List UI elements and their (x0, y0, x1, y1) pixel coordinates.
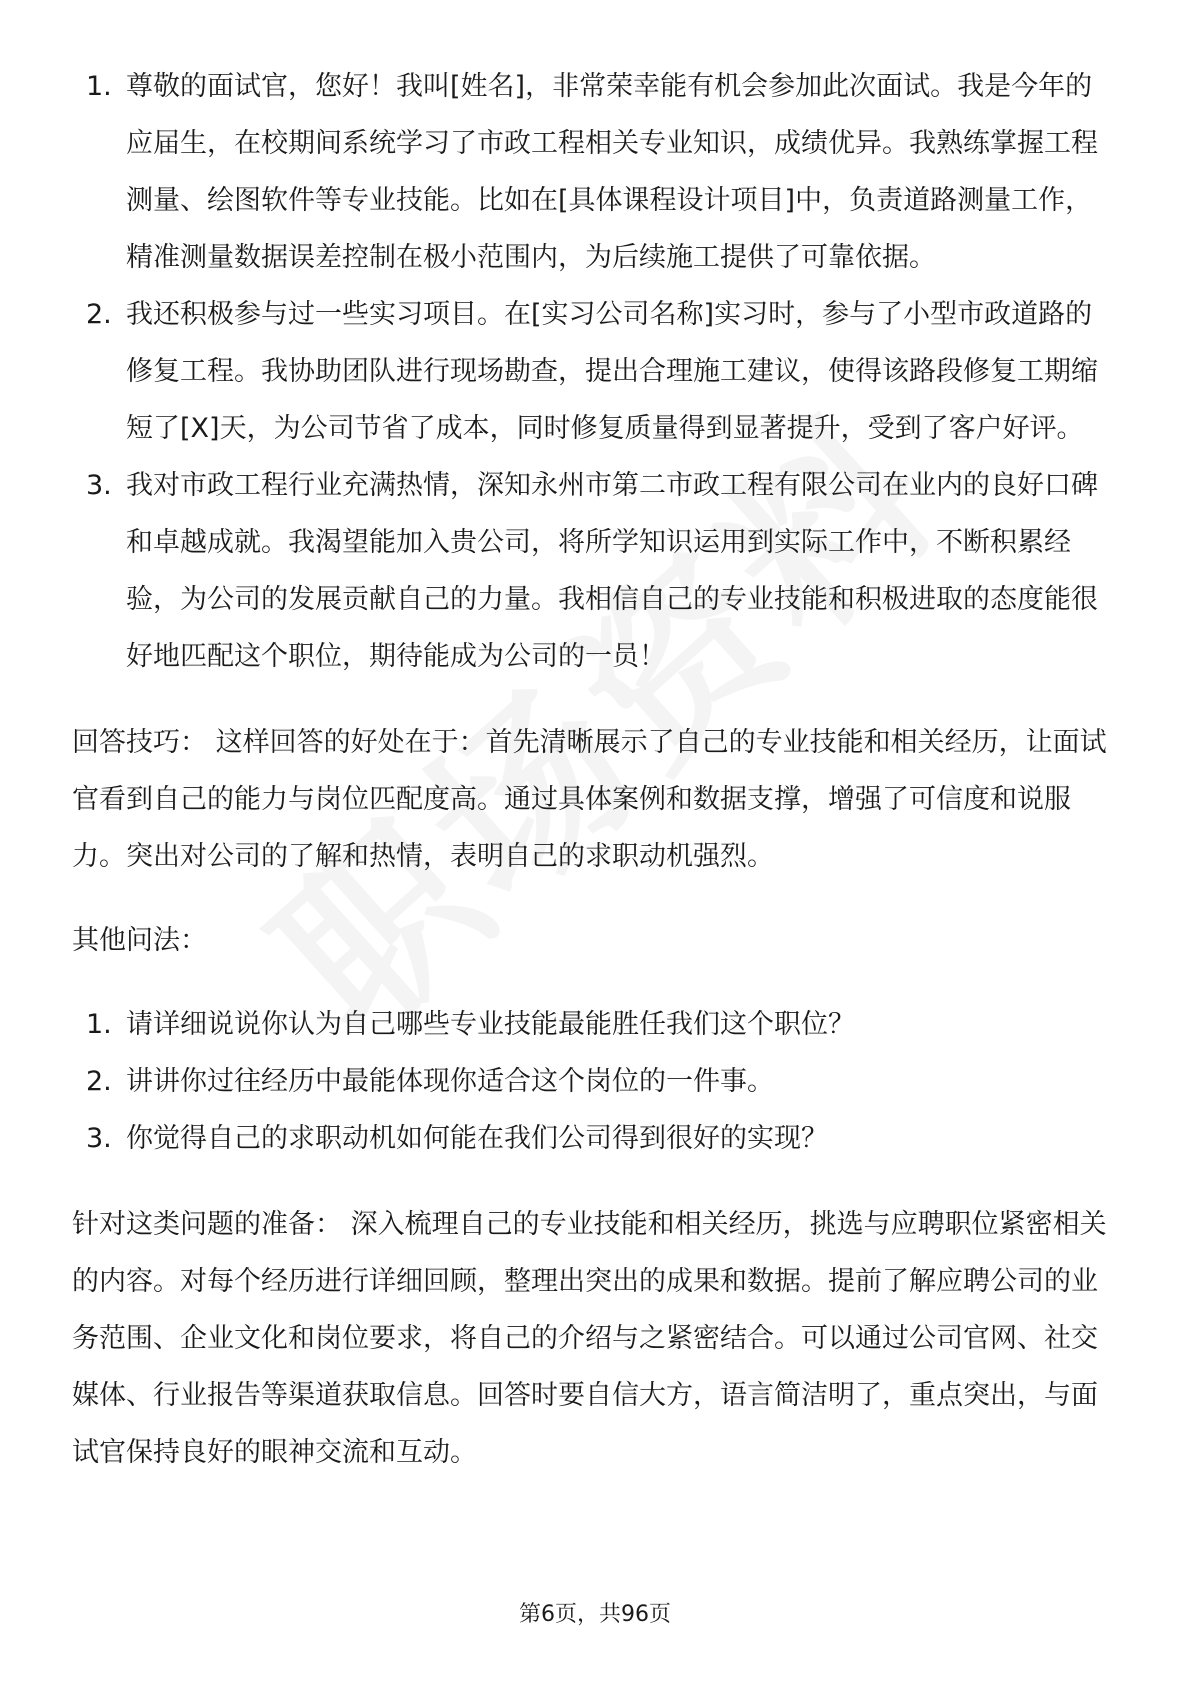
other-questions-heading: 其他问法： (72, 925, 207, 956)
other-questions-list (72, 996, 1118, 1167)
document-body (72, 58, 1118, 1481)
prep-text: 深入梳理自己的专业技能和相关经历，挑选与应聘职位紧密相关的内容。对每个经历进行详细回顾，整理出突出的成果和数据。提前了解应聘公司的业务范围、企业文化和岗位要求，将自己的介绍与之紧密结合。可以通过公司官网、社交媒体、行业报告等渠道获取信息。回答时要自信大方，语言简洁明了，重点突出，与面试官保持良好的眼神交流和互动。 (72, 1209, 1107, 1468)
page-footer: 第6页，共96页 (519, 1602, 671, 1627)
tips-paragraph (72, 714, 1118, 885)
list-number: 3. (86, 470, 112, 501)
list-item-text: 请详细说说你认为自己哪些专业技能最能胜任我们这个职位？ (126, 1009, 855, 1040)
answer-list (72, 58, 1118, 685)
spacer (72, 1167, 1118, 1196)
list-number: 3. (86, 1123, 112, 1154)
spacer (72, 685, 1118, 714)
list-number: 2. (86, 1066, 112, 1097)
list-number: 1. (86, 1009, 112, 1040)
tips-text: 这样回答的好处在于：首先清晰展示了自己的专业技能和相关经历，让面试官看到自己的能力与岗位匹配度高。通过具体案例和数据支撑，增强了可信度和说服力。突出对公司的了解和热情，表明自己的求职动机强烈。 (72, 727, 1107, 872)
list-item (72, 996, 1118, 1053)
list-item (72, 1053, 1118, 1110)
list-item-text: 尊敬的面试官，您好！我叫[姓名]，非常荣幸能有机会参加此次面试。我是今年的应届生，在校期间系统学习了市政工程相关专业知识，成绩优异。我熟练掌握工程测量、绘图软件等专业技能。比如在[具体课程设计项目]中，负责道路测量工作，精准测量数据误差控制在极小范围内，为后续施工提供了可靠依据。 (126, 71, 1098, 273)
list-number: 1. (86, 71, 112, 102)
list-item (72, 286, 1118, 457)
list-item-text: 我对市政工程行业充满热情，深知永州市第二市政工程有限公司在业内的良好口碑和卓越成就。我渴望能加入贵公司，将所学知识运用到实际工作中，不断积累经验，为公司的发展贡献自己的力量。我相信自己的专业技能和积极进取的态度能很好地匹配这个职位，期待能成为公司的一员！ (126, 470, 1098, 672)
list-item-text: 讲讲你过往经历中最能体现你适合这个岗位的一件事。 (126, 1066, 774, 1097)
list-item-text: 你觉得自己的求职动机如何能在我们公司得到很好的实现？ (126, 1123, 828, 1154)
spacer (72, 969, 1118, 996)
preparation-paragraph (72, 1196, 1118, 1481)
list-item (72, 1110, 1118, 1167)
spacer (72, 885, 1118, 912)
list-item-text: 我还积极参与过一些实习项目。在[实习公司名称]实习时，参与了小型市政道路的修复工程。我协助团队进行现场勘查，提出合理施工建议，使得该路段修复工期缩短了[X]天，为公司节省了成本，同时修复质量得到显著提升，受到了客户好评。 (126, 299, 1098, 444)
list-item (72, 58, 1118, 286)
prep-label: 针对这类问题的准备： (72, 1209, 342, 1240)
list-number: 2. (86, 299, 112, 330)
tips-label: 回答技巧： (72, 727, 207, 758)
list-item (72, 457, 1118, 685)
